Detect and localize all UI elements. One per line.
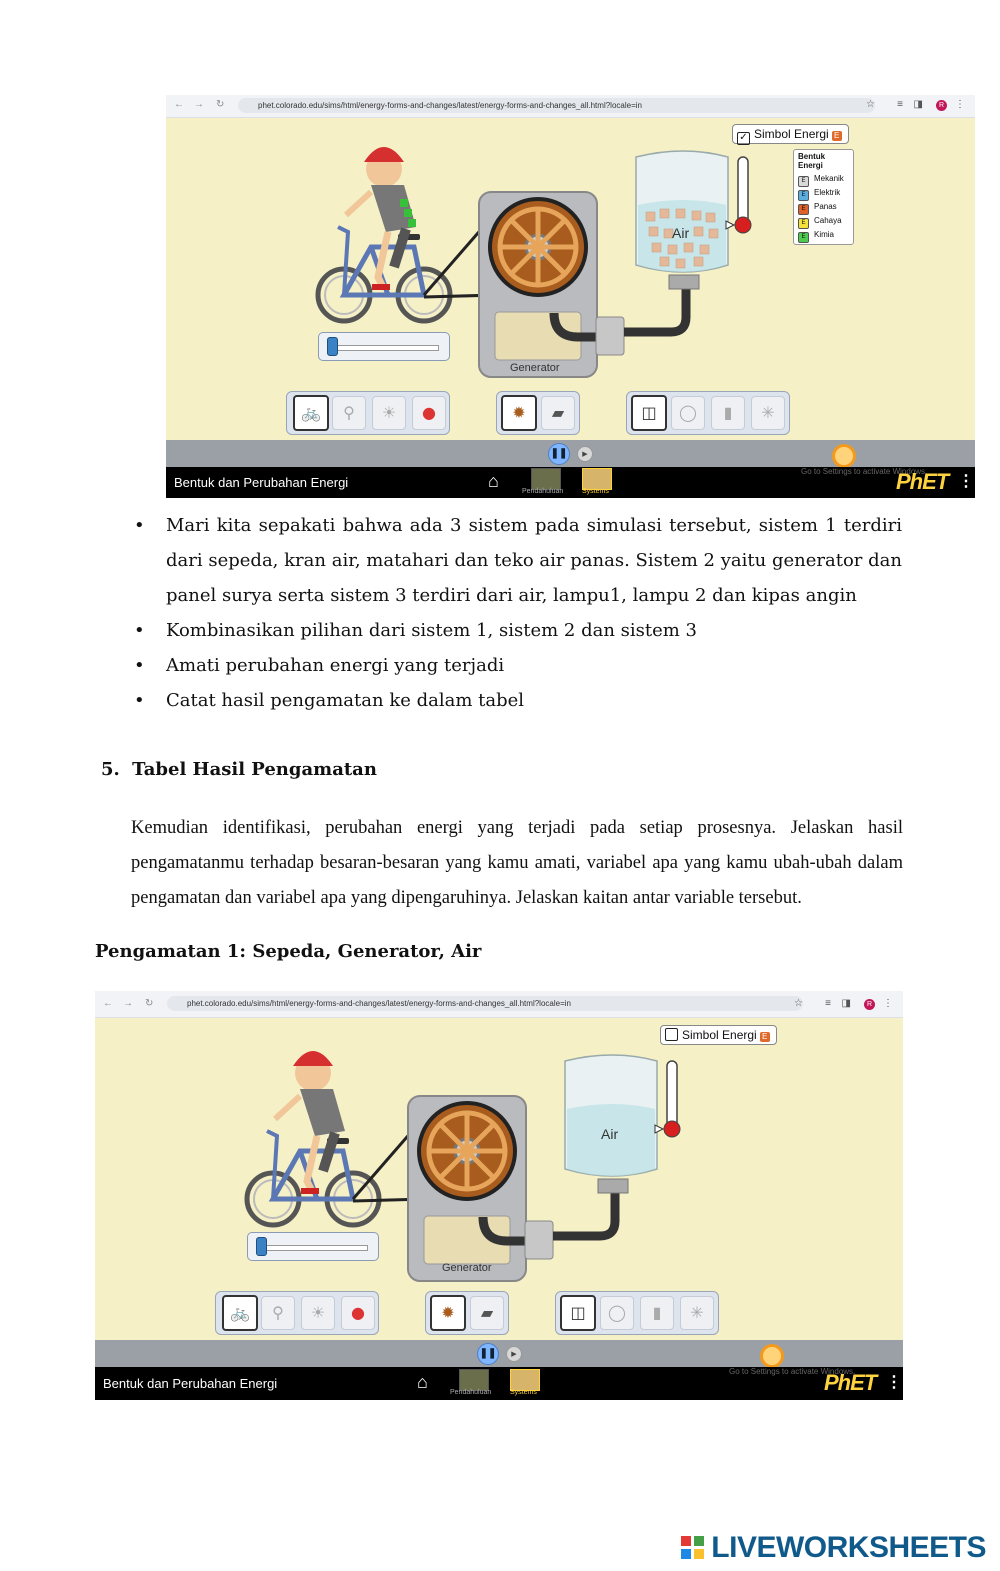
step-button[interactable]: ▶ <box>506 1346 522 1362</box>
windows-activation-text: Go to Settings to activate Windows. <box>801 467 928 476</box>
browser-toolbar <box>166 95 975 118</box>
lamp-user-button[interactable]: ▮ <box>640 1296 674 1330</box>
air-label: Air <box>672 225 690 241</box>
mechanical-energy-icon: E <box>798 176 809 187</box>
list-item: • Amati perubahan energi yang terjadi <box>132 648 902 683</box>
air-label: Air <box>601 1126 619 1142</box>
step-button[interactable]: ▶ <box>577 446 593 462</box>
bicycle-source-button[interactable]: 🚲 <box>222 1295 258 1331</box>
beaker-user-button[interactable]: ◫ <box>631 395 667 431</box>
beaker-icon <box>636 151 728 289</box>
converter-panel <box>496 391 580 435</box>
liveworksheets-logo-icon <box>681 1536 705 1560</box>
avatar[interactable]: R <box>864 999 875 1010</box>
thermometer-icon <box>726 157 751 233</box>
light-energy-icon: E <box>798 218 809 229</box>
checkbox-icon[interactable]: ✓ <box>737 132 750 145</box>
back-icon[interactable]: ← <box>103 998 113 1009</box>
reload-icon[interactable]: ↻ <box>145 998 154 1009</box>
generator-label: Generator <box>442 1262 492 1274</box>
faucet-source-button[interactable]: ⚲ <box>332 396 366 430</box>
faucet-source-button[interactable]: ⚲ <box>261 1296 295 1330</box>
app-title: Bentuk dan Perubahan Energi <box>174 475 349 490</box>
beaker-user-button[interactable]: ◫ <box>560 1295 596 1331</box>
section-heading <box>101 759 377 780</box>
symbol-label: Simbol Energi <box>682 1028 757 1042</box>
chemical-energy-icon: E <box>798 232 809 243</box>
energy-symbol-toggle[interactable] <box>732 124 849 144</box>
user-panel <box>555 1291 719 1335</box>
phet-logo[interactable]: PhET <box>824 1370 877 1395</box>
solar-panel-converter-button[interactable]: ▰ <box>470 1296 504 1330</box>
reset-icon[interactable] <box>760 1344 784 1368</box>
beaker-icon <box>565 1055 657 1193</box>
slider-track <box>333 345 439 351</box>
browser-toolbar <box>95 991 903 1018</box>
list-item: • Mari kita sepakati bahwa ada 3 sistem pada simulasi tersebut, sistem 1 terdiri dari sepeda, kran air, matahari dan teko air panas. Sistem 2 yaitu generator dan panel surya serta sistem 3 terdiri dari air, lampu1, lampu 2 dan kipas angin <box>132 508 902 613</box>
screen-intro-label: Pendahuluan <box>522 488 564 495</box>
star-icon[interactable]: ☆ <box>866 99 875 110</box>
section-title: Tabel Hasil Pengamatan <box>132 759 377 780</box>
app-title: Bentuk dan Perubahan Energi <box>103 1376 278 1391</box>
reset-icon[interactable] <box>832 444 856 468</box>
sun-source-button[interactable]: ☀ <box>301 1296 335 1330</box>
legend-item: E Elektrik <box>798 186 849 200</box>
legend-item: E Cahaya <box>798 214 849 228</box>
home-icon[interactable]: ⌂ <box>417 1372 428 1392</box>
instruction-paragraph: Kemudian identifikasi, perubahan energi yang terjadi pada setiap prosesnya. Jelaskan hasil pengamatanmu terhadap besaran-besaran yang kamu amati, variabel apa yang kamu ubah-ubah dalam pengamatan dan variabel apa yang dipengaruhinya. Jelaskan kaitan antar variable tersebut. <box>131 818 903 908</box>
liveworksheets-watermark[interactable] <box>711 1531 986 1565</box>
list-item: • Catat hasil pengamatan ke dalam tabel <box>132 683 902 718</box>
thermometer-icon <box>655 1061 680 1137</box>
star-icon[interactable]: ☆ <box>794 998 803 1009</box>
pause-button[interactable]: ❚❚ <box>548 443 570 465</box>
pause-button[interactable]: ❚❚ <box>477 1343 499 1365</box>
checkbox-icon[interactable] <box>665 1028 678 1041</box>
bulb-user-button[interactable]: ◯ <box>600 1296 634 1330</box>
sidepanel-icon[interactable]: ◨ <box>913 99 923 110</box>
slider-track <box>262 1245 368 1251</box>
energy-badge: E <box>760 1032 770 1042</box>
sidepanel-icon[interactable]: ◨ <box>841 998 851 1009</box>
list-item: • Kombinasikan pilihan dari sistem 1, sistem 2 dan sistem 3 <box>132 613 902 648</box>
legend-item: E Kimia <box>798 228 849 242</box>
screen-intro-button[interactable] <box>531 468 561 490</box>
forward-icon[interactable]: → <box>194 99 204 110</box>
menu-icon[interactable]: ⋮ <box>955 99 965 110</box>
pedal-speed-slider[interactable] <box>247 1232 379 1261</box>
generator-converter-button[interactable]: ✹ <box>501 395 537 431</box>
phet-logo[interactable]: PhET <box>896 469 949 494</box>
reload-icon[interactable]: ↻ <box>216 99 225 110</box>
observation-title: Pengamatan 1: Sepeda, Generator, Air <box>95 941 482 962</box>
bulb-user-button[interactable]: ◯ <box>671 396 705 430</box>
screen-intro-label: Pendahuluan <box>450 1389 492 1396</box>
source-panel <box>215 1291 379 1335</box>
watermark-text: LIVEWORKSHEETS <box>711 1531 986 1564</box>
energy-symbol-toggle[interactable] <box>660 1025 777 1045</box>
avatar[interactable]: R <box>936 100 947 111</box>
instruction-list <box>132 508 902 718</box>
phet-navbar <box>95 1367 903 1400</box>
lamp-user-button[interactable]: ▮ <box>711 396 745 430</box>
slider-thumb[interactable] <box>327 337 338 356</box>
slider-thumb[interactable] <box>256 1237 267 1256</box>
address-bar[interactable]: phet.colorado.edu/sims/html/energy-forms-and-changes/latest/energy-forms-and-changes_all.html?locale=in <box>167 996 803 1011</box>
section-number: 5. <box>101 759 120 780</box>
generator-label: Generator <box>510 362 560 374</box>
legend-item: E Mekanik <box>798 172 849 186</box>
simulation-screenshot-1 <box>166 95 975 498</box>
home-icon[interactable]: ⌂ <box>488 471 499 491</box>
menu-icon[interactable]: ⋮ <box>883 998 893 1009</box>
back-icon[interactable]: ← <box>174 99 184 110</box>
source-panel <box>286 391 450 435</box>
teapot-source-button[interactable]: ● <box>412 396 446 430</box>
simulation-screenshot-2 <box>95 991 903 1400</box>
converter-panel <box>425 1291 509 1335</box>
screen-intro-button[interactable] <box>459 1369 489 1391</box>
fan-user-button[interactable]: ✳ <box>680 1296 714 1330</box>
teapot-source-button[interactable]: ● <box>341 1296 375 1330</box>
media-icon[interactable]: ≡ <box>825 998 831 1009</box>
energy-badge: E <box>832 131 842 141</box>
address-bar[interactable]: phet.colorado.edu/sims/html/energy-forms-and-changes/latest/energy-forms-and-changes_all.html?locale=in <box>238 98 875 113</box>
generator-converter-button[interactable]: ✹ <box>430 1295 466 1331</box>
legend-item: E Panas <box>798 200 849 214</box>
sun-source-button[interactable]: ☀ <box>372 396 406 430</box>
symbol-label: Simbol Energi <box>754 127 829 141</box>
forward-icon[interactable]: → <box>123 998 133 1009</box>
user-panel <box>626 391 790 435</box>
legend-title: Bentuk Energi <box>798 152 826 170</box>
menu-icon[interactable]: ⋮ <box>958 473 974 490</box>
pedal-speed-slider[interactable] <box>318 332 450 361</box>
screen-systems-button[interactable] <box>582 468 612 490</box>
thermal-energy-icon: E <box>798 204 809 215</box>
solar-panel-converter-button[interactable]: ▰ <box>541 396 575 430</box>
electrical-energy-icon: E <box>798 190 809 201</box>
screen-systems-button[interactable] <box>510 1369 540 1391</box>
screen-systems-label: Systems <box>582 488 609 495</box>
fan-user-button[interactable]: ✳ <box>751 396 785 430</box>
menu-icon[interactable]: ⋮ <box>886 1374 902 1391</box>
energy-legend <box>793 149 854 245</box>
media-icon[interactable]: ≡ <box>897 99 903 110</box>
windows-activation-text: Go to Settings to activate Windows. <box>729 1367 856 1376</box>
bicycle-source-button[interactable]: 🚲 <box>293 395 329 431</box>
screen-systems-label: Systems <box>510 1389 537 1396</box>
phet-navbar <box>166 467 975 498</box>
